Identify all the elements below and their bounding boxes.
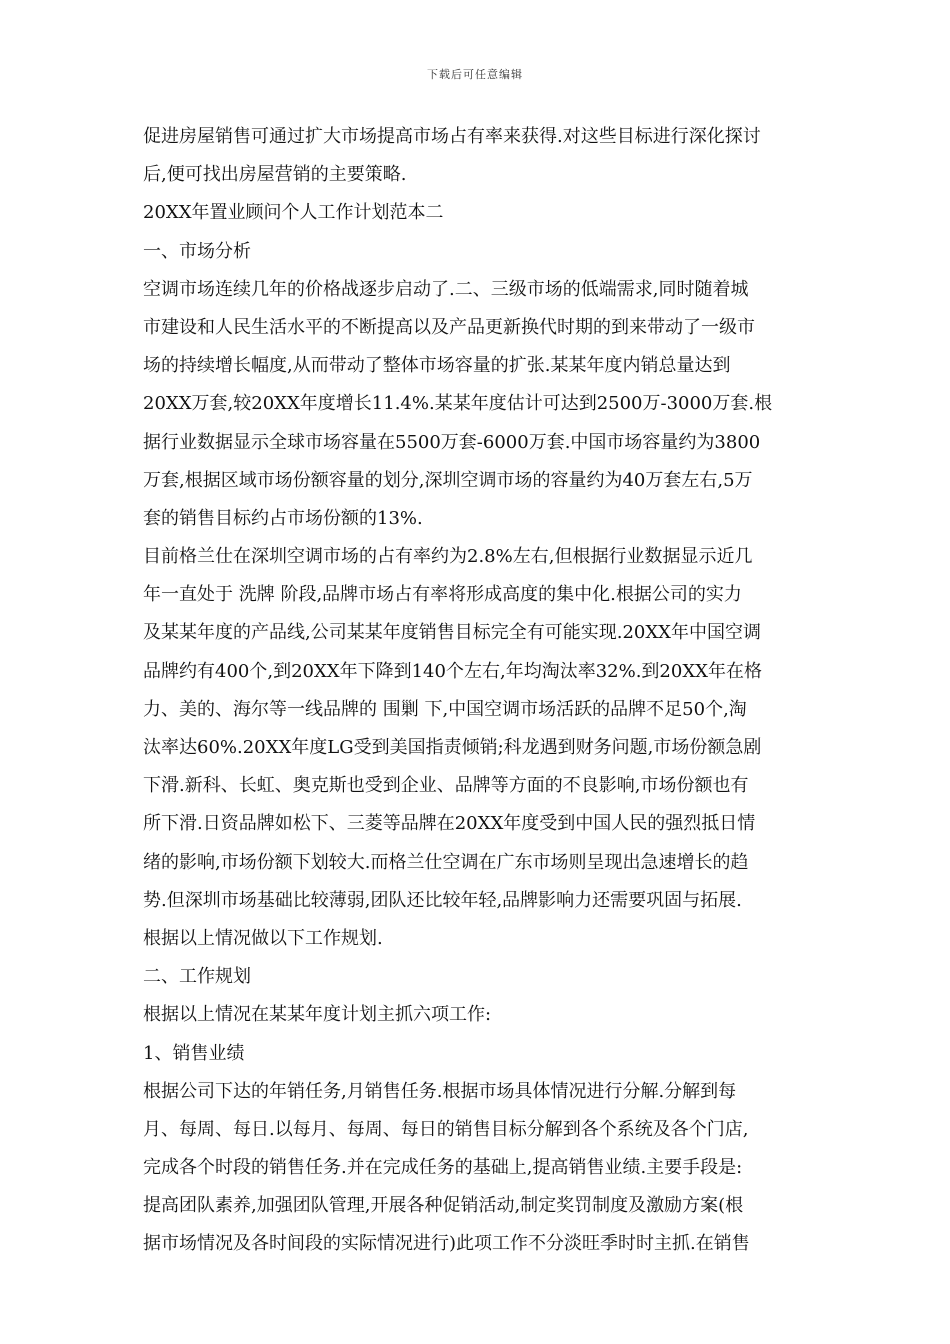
text-line: 势.但深圳市场基础比较薄弱,团队还比较年轻,品牌影响力还需要巩固与拓展. (143, 889, 742, 911)
text-line: 后,便可找出房屋营销的主要策略. (143, 164, 407, 186)
text-line: 根据公司下达的年销任务,月销售任务.根据市场具体情况进行分解.分解到每 (143, 1080, 737, 1102)
text-line: 年一直处于 洗牌 阶段,品牌市场占有率将形成高度的集中化.根据公司的实力 (143, 584, 742, 606)
page-header: 下载后可任意编辑 (427, 68, 523, 81)
text-line: 力、美的、海尔等一线品牌的 围剿 下,中国空调市场活跃的品牌不足50个,淘 (143, 698, 747, 720)
text-line: 下滑.新科、长虹、奥克斯也受到企业、品牌等方面的不良影响,市场份额也有 (143, 775, 749, 797)
text-line: 根据以上情况做以下工作规划. (143, 927, 383, 949)
section-heading: 一、市场分析 (143, 240, 251, 262)
text-line: 据行业数据显示全球市场容量在5500万套-6000万套.中国市场容量约为3800 (143, 431, 761, 453)
text-line: 根据以上情况在某某年度计划主抓六项工作: (143, 1004, 492, 1026)
text-line: 促进房屋销售可通过扩大市场提高市场占有率来获得.对这些目标进行深化探讨 (143, 126, 761, 147)
subsection-heading: 1、销售业绩 (143, 1042, 245, 1064)
text-line: 绪的影响,市场份额下划较大.而格兰仕空调在广东市场则呈现出急速增长的趋 (143, 851, 749, 873)
document-body (143, 118, 813, 1264)
text-line: 目前格兰仕在深圳空调市场的占有率约为2.8%左右,但根据行业数据显示近几 (143, 546, 753, 568)
text-line: 场的持续增长幅度,从而带动了整体市场容量的扩张.某某年度内销总量达到 (143, 355, 731, 377)
text-line: 套的销售目标约占市场份额的13%. (143, 507, 423, 529)
text-line: 月、每周、每日.以每月、每周、每日的销售目标分解到各个系统及各个门店, (143, 1118, 749, 1140)
text-line: 空调市场连续几年的价格战逐步启动了.二、三级市场的低端需求,同时随着城 (143, 278, 749, 300)
text-line: 及某某年度的产品线,公司某某年度销售目标完全有可能实现.20XX年中国空调 (143, 622, 761, 644)
text-line: 完成各个时段的销售任务.并在完成任务的基础上,提高销售业绩.主要手段是: (143, 1157, 743, 1179)
text-line: 所下滑.日资品牌如松下、三菱等品牌在20XX年度受到中国人民的强烈抵日情 (143, 813, 756, 835)
text-line: 万套,根据区域市场份额容量的划分,深圳空调市场的容量约为40万套左右,5万 (143, 469, 753, 491)
section-title: 20XX年置业顾问个人工作计划范本二 (143, 202, 444, 224)
text-line: 据市场情况及各时间段的实际情况进行)此项工作不分淡旺季时时主抓.在销售 (143, 1233, 750, 1255)
text-line: 市建设和人民生活水平的不断提高以及产品更新换代时期的到来带动了一级市 (143, 316, 755, 338)
section-heading: 二、工作规划 (143, 966, 251, 988)
text-line: 提高团队素养,加强团队管理,开展各种促销活动,制定奖罚制度及激励方案(根 (143, 1195, 744, 1217)
text-line: 20XX万套,较20XX年度增长11.4%.某某年度估计可达到2500万-3000万套.根 (143, 393, 773, 415)
text-line: 汰率达60%.20XX年度LG受到美国指责倾销;科龙遇到财务问题,市场份额急剧 (143, 737, 762, 758)
text-line: 品牌约有400个,到20XX年下降到140个左右,年均淘汰率32%.到20XX年在格 (143, 660, 762, 682)
